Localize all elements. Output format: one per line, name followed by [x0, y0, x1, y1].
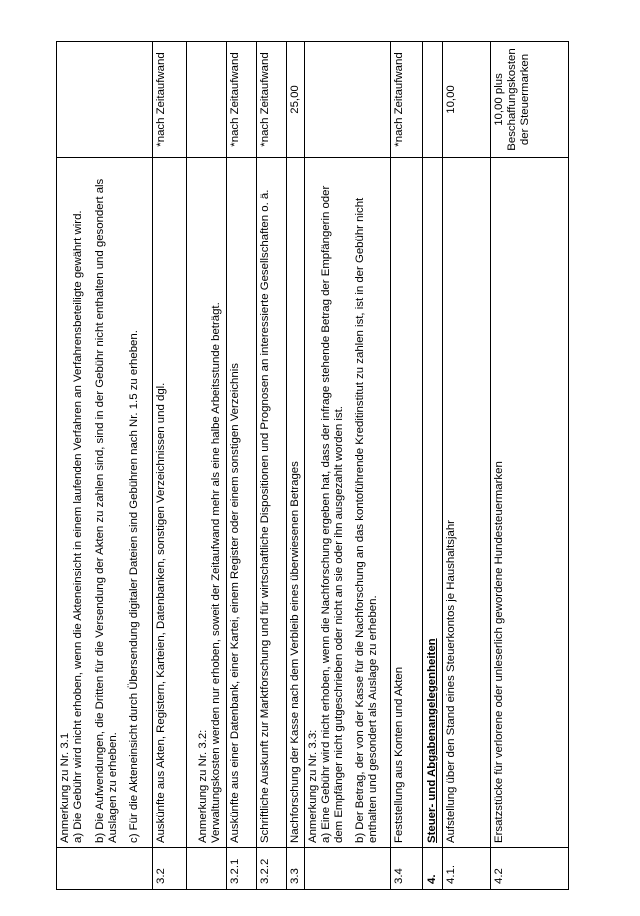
- note-text: a) Eine Gebühr wird nicht erhoben, wenn die Nachforschung ergeben hat, dass der infrage stehende Betrag der Empfängerin oder dem Empfänger nicht gutgeschrieben oder nicht an sie oder ihn ausgezahlt worden ist.: [320, 185, 345, 843]
- fee-amount: *nach Zeitaufwand: [227, 42, 257, 158]
- table-row: [391, 42, 423, 890]
- row-number: 3.2.2: [257, 848, 287, 890]
- table-row: [227, 42, 257, 890]
- row-number: 3.4: [391, 848, 423, 890]
- note-text: c) Für die Akteneinsicht durch Übersendung digitaler Dateien sind Gebühren nach Nr. 1.5 zu erheben.: [128, 330, 140, 843]
- row-number: 3.2.1: [227, 848, 257, 890]
- rotated-page: [56, 42, 640, 890]
- fee-amount: 25,00: [287, 42, 305, 158]
- fee-amount: 10,00: [443, 42, 491, 158]
- table-row: [153, 42, 187, 890]
- note-3-1: [57, 158, 153, 848]
- row-number: [57, 848, 153, 890]
- table-row: [491, 42, 569, 890]
- fee-amount: *nach Zeitaufwand: [153, 42, 187, 158]
- section-number: 4.: [423, 848, 443, 890]
- row-description: Feststellung aus Konten und Akten: [391, 158, 423, 848]
- section-title: Steuer- und Abgabenangelegenheiten: [423, 158, 443, 848]
- row-description: Nachforschung der Kasse nach dem Verbleib eines überwiesenen Betrages: [287, 158, 305, 848]
- row-number: 4.1.: [443, 848, 491, 890]
- note-3-2: [187, 158, 227, 848]
- fee-amount: 10,00 plus Beschaffungskosten der Steuermarken: [491, 42, 569, 158]
- note-heading: Anmerkung zu Nr. 3.2:: [197, 729, 209, 843]
- row-description: Schriftliche Auskunft zur Marktforschung und für wirtschaftliche Dispositionen und Prognosen an interessierte Gesellschaften o. ä.: [257, 158, 287, 848]
- table-row: [287, 42, 305, 890]
- note-text: b) Der Betrag, der von der Kasse für die Nachforschung an das kontoführende Kreditinstitut zu zahlen ist, ist in der Gebühr nicht enthalten und gesondert als Auslage zu erheben.: [354, 197, 379, 843]
- row-description: Aufstellung über den Stand eines Steuerkontos je Haushaltsjahr: [443, 158, 491, 848]
- fee-table: [56, 41, 569, 890]
- fee-amount: [187, 42, 227, 158]
- row-number: [305, 848, 391, 890]
- note-text: b) Die Aufwendungen, die Dritten für die Versendung der Akten zu zahlen sind, sind in der Gebühr nicht enthalten und gesondert als Auslagen zu erheben.: [94, 178, 119, 843]
- table-row: [187, 42, 227, 890]
- fee-amount: *nach Zeitaufwand: [257, 42, 287, 158]
- table-row: [257, 42, 287, 890]
- note-heading: Anmerkung zu Nr. 3.1: [59, 732, 71, 843]
- table-row: [443, 42, 491, 890]
- fee-amount: [423, 42, 443, 158]
- row-number: 3.2: [153, 848, 187, 890]
- note-heading: Anmerkung zu Nr. 3.3:: [307, 729, 319, 843]
- table-row: [57, 42, 153, 890]
- row-description: Auskünfte aus Akten, Registern, Karteien, Datenbanken, sonstigen Verzeichnissen und dgl.: [153, 158, 187, 848]
- note-text: Verwaltungskosten werden nur erhoben, soweit der Zeitaufwand mehr als eine halbe Arbeitsstunde beträgt.: [210, 302, 222, 843]
- row-number: 3.3: [287, 848, 305, 890]
- table-row: [305, 42, 391, 890]
- fee-amount: [57, 42, 153, 158]
- fee-amount: [305, 42, 391, 158]
- section-row: [423, 42, 443, 890]
- row-description: Auskünfte aus einer Datenbank, einer Kartei, einem Register oder einem sonstigen Verzeichnis: [227, 158, 257, 848]
- fee-amount: *nach Zeitaufwand: [391, 42, 423, 158]
- row-description: Ersatzstücke für verlorene oder unleserlich gewordene Hundesteuermarken: [491, 158, 569, 848]
- note-text: a) Die Gebühr wird nicht erhoben, wenn die Akteneinsicht in einem laufenden Verfahren an Verfahrensbeteiligte gewährt wird.: [72, 210, 84, 843]
- note-3-3: [305, 158, 391, 848]
- row-number: [187, 848, 227, 890]
- row-number: 4.2: [491, 848, 569, 890]
